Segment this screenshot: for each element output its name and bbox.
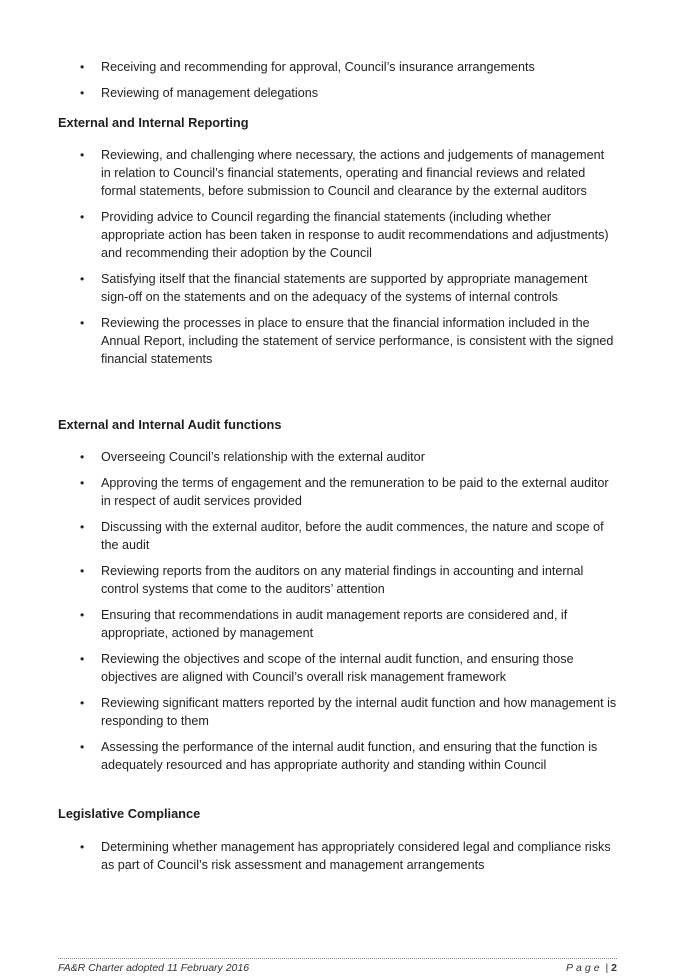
section-1-list [0, 146, 675, 368]
list-item: • Satisfying itself that the financial statements are supported by appropriate management sign-off on the statements and on the adequacy of the systems of internal controls [80, 272, 588, 304]
list-item: • Reviewing the objectives and scope of the internal audit function, and ensuring those objectives are aligned with Council’s overall risk management framework [80, 652, 574, 684]
footer-divider [58, 958, 617, 959]
bullet-icon: • [80, 86, 85, 100]
bullet-icon: • [80, 740, 85, 754]
page-label: Page [566, 962, 603, 974]
bullet-icon: • [80, 696, 85, 710]
section-2-list [0, 448, 675, 774]
page-separator: | [605, 962, 609, 974]
list-item: • Assessing the performance of the internal audit function, and ensuring that the function is adequately resourced and has appropriate authority and standing within Council [80, 740, 598, 772]
footer-document-title: FA&R Charter adopted 11 February 2016 [58, 962, 250, 974]
list-item: • Reviewing significant matters reported by the internal audit function and how management is responding to them [80, 696, 617, 728]
section-3-list [0, 838, 675, 874]
bullet-icon: • [80, 450, 85, 464]
list-item: • Overseeing Council’s relationship with the external auditor [80, 450, 425, 464]
bullet-icon: • [80, 210, 85, 224]
bullet-icon: • [80, 272, 85, 286]
section-heading-external-internal-reporting: External and Internal Reporting [58, 115, 249, 130]
section-heading-legislative-compliance: Legislative Compliance [58, 806, 201, 821]
list-item: • Reviewing the processes in place to ensure that the financial information included in the Annual Report, including the statement of service performance, is consistent with the signed financial statements [80, 316, 614, 366]
section-0-list [0, 58, 675, 102]
list-item: • Reviewing reports from the auditors on any material findings in accounting and internal control systems that come to the auditors’ attention [80, 564, 584, 596]
bullet-icon: • [80, 564, 85, 578]
bullet-icon: • [80, 60, 85, 74]
list-item: • Receiving and recommending for approval, Council’s insurance arrangements [80, 60, 535, 74]
list-item: • Ensuring that recommendations in audit management reports are considered and, if appropriate, actioned by management [80, 608, 568, 640]
list-item: • Reviewing, and challenging where necessary, the actions and judgements of management in relation to Council’s financial statements, operating and financial reviews and related formal statements, before submission to Council and clearance by the external auditors [80, 148, 605, 198]
bullet-icon: • [80, 840, 85, 854]
list-item: • Reviewing of management delegations [80, 86, 319, 100]
bullet-icon: • [80, 608, 85, 622]
bullet-icon: • [80, 520, 85, 534]
bullet-icon: • [80, 476, 85, 490]
list-item: • Approving the terms of engagement and the remuneration to be paid to the external auditor in respect of audit services provided [80, 476, 609, 508]
list-item: • Determining whether management has appropriately considered legal and compliance risks as part of Council’s risk assessment and management arrangements [80, 840, 611, 872]
section-heading-audit-functions: External and Internal Audit functions [58, 417, 282, 432]
page-number: 2 [611, 962, 617, 974]
list-item: • Discussing with the external auditor, before the audit commences, the nature and scope of the audit [80, 520, 604, 552]
bullet-icon: • [80, 316, 85, 330]
bullet-icon: • [80, 148, 85, 162]
list-item: • Providing advice to Council regarding the financial statements (including whether appropriate action has been taken in response to audit recommendations and adjustments) and recommending their adoption by the Council [80, 210, 609, 260]
bullet-icon: • [80, 652, 85, 666]
footer-page-indicator [566, 962, 617, 974]
